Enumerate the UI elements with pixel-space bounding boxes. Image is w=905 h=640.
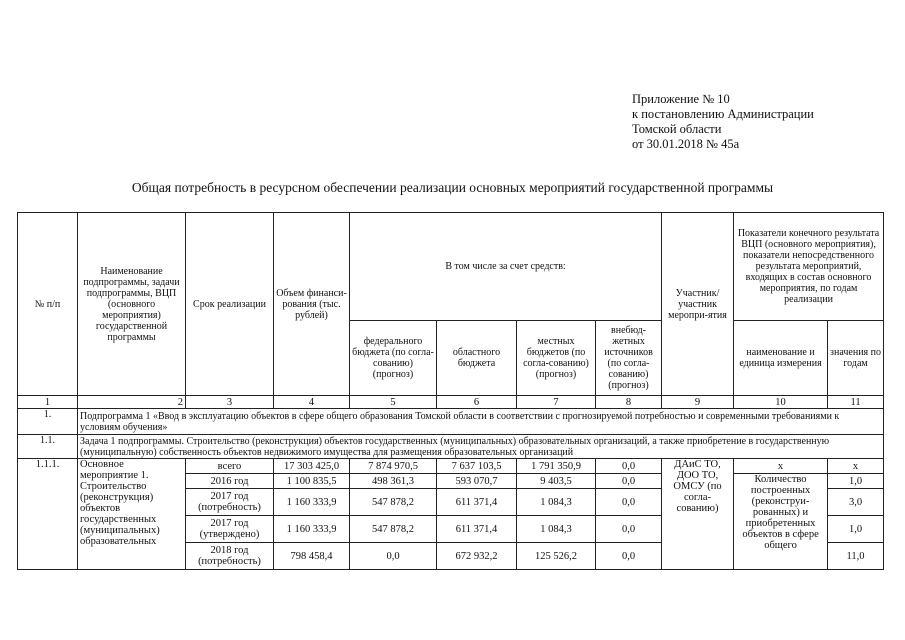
- col-num-6: 6: [437, 396, 517, 409]
- ind-value-cell: 1,0: [828, 474, 884, 489]
- regional-cell: 672 932,2: [437, 543, 517, 570]
- measure-participant: ДАиС ТО, ДОО ТО, ОМСУ (по согла-сованию): [662, 459, 734, 570]
- subprogram-row: [18, 409, 884, 435]
- header-incl: В том числе за счет средств:: [350, 213, 662, 321]
- federal-cell: 498 361,3: [350, 474, 437, 489]
- period-cell: 2018 год (потребность): [186, 543, 274, 570]
- regional-cell: 593 070,7: [437, 474, 517, 489]
- table-row: [18, 459, 884, 474]
- federal-cell: 0,0: [350, 543, 437, 570]
- appendix-line-3: Томской области: [632, 122, 722, 136]
- regional-cell: 611 371,4: [437, 516, 517, 543]
- header-indicators: Показатели конечного результата ВЦП (основного мероприятия), показатели непосредственного результата мероприятий, входящих в состав основного мероприятия, по годам реализации: [734, 213, 884, 321]
- subprogram-text: Подпрограмма 1 «Ввод в эксплуатацию объектов в сфере общего образования Томской области в соответствии с прогнозируемой потребностью и современными требованиями к условиям обучения»: [78, 409, 884, 435]
- col-num-8: 8: [596, 396, 662, 409]
- appendix-line-4: от 30.01.2018 № 45а: [632, 137, 740, 151]
- col-num-2: 2: [78, 396, 186, 409]
- header-ind-values: значения по годам: [828, 321, 884, 396]
- header-federal: федерального бюджета (по согла-сованию) (прогноз): [350, 321, 437, 396]
- federal-cell: 547 878,2: [350, 489, 437, 516]
- header-local: местных бюджетов (по согла-сованию) (прогноз): [517, 321, 596, 396]
- federal-cell: 7 874 970,5: [350, 459, 437, 474]
- volume-cell: 1 160 333,9: [274, 489, 350, 516]
- appendix-line-2: к постановлению Администрации: [632, 107, 814, 121]
- task-num: 1.1.: [18, 435, 78, 459]
- header-regional: областного бюджета: [437, 321, 517, 396]
- extra-cell: 0,0: [596, 516, 662, 543]
- ind-value-cell: х: [828, 459, 884, 474]
- local-cell: 1 791 350,9: [517, 459, 596, 474]
- header-period: Срок реализации: [186, 213, 274, 396]
- header-participant: Участник/ участник меропри-ятия: [662, 213, 734, 396]
- col-num-7: 7: [517, 396, 596, 409]
- appendix-block: [632, 92, 814, 152]
- col-num-4: 4: [274, 396, 350, 409]
- header-num: № п/п: [18, 213, 78, 396]
- measure-name: Основное мероприятие 1. Строительство (реконструкция) объектов государственных (муниципальных) образовательных: [78, 459, 186, 570]
- period-cell: 2017 год (потребность): [186, 489, 274, 516]
- local-cell: 125 526,2: [517, 543, 596, 570]
- col-num-5: 5: [350, 396, 437, 409]
- col-num-11: 11: [828, 396, 884, 409]
- column-numbers-row: [18, 396, 884, 409]
- resource-table: [17, 212, 884, 570]
- regional-cell: 611 371,4: [437, 489, 517, 516]
- col-num-9: 9: [662, 396, 734, 409]
- subprogram-num: 1.: [18, 409, 78, 435]
- task-text: Задача 1 подпрограммы. Строительство (реконструкция) объектов государственных (муниципальных) образовательных организаций, а также приобретение в государственную (муниципальную) собственность объектов недвижимого имущества для размещения образовательных организаций: [78, 435, 884, 459]
- extra-cell: 0,0: [596, 474, 662, 489]
- header-extra: внебюд-жетных источников (по согла-сованию) (прогноз): [596, 321, 662, 396]
- ind-name-cell: х: [734, 459, 828, 474]
- header-volume: Объем финанси-рования (тыс. рублей): [274, 213, 350, 396]
- col-num-1: 1: [18, 396, 78, 409]
- ind-value-cell: 3,0: [828, 489, 884, 516]
- col-num-3: 3: [186, 396, 274, 409]
- federal-cell: 547 878,2: [350, 516, 437, 543]
- volume-cell: 798 458,4: [274, 543, 350, 570]
- local-cell: 1 084,3: [517, 516, 596, 543]
- ind-value-cell: 1,0: [828, 516, 884, 543]
- period-cell: 2016 год: [186, 474, 274, 489]
- col-num-10: 10: [734, 396, 828, 409]
- header-ind-name: наименование и единица измерения: [734, 321, 828, 396]
- appendix-line-1: Приложение № 10: [632, 92, 730, 106]
- period-cell: всего: [186, 459, 274, 474]
- period-cell: 2017 год (утверждено): [186, 516, 274, 543]
- local-cell: 9 403,5: [517, 474, 596, 489]
- extra-cell: 0,0: [596, 543, 662, 570]
- extra-cell: 0,0: [596, 489, 662, 516]
- measure-indicator-name: Количество построенных (реконструи-рованных) и приобретенных объектов в сфере общего: [734, 474, 828, 570]
- regional-cell: 7 637 103,5: [437, 459, 517, 474]
- local-cell: 1 084,3: [517, 489, 596, 516]
- volume-cell: 17 303 425,0: [274, 459, 350, 474]
- volume-cell: 1 160 333,9: [274, 516, 350, 543]
- measure-num: 1.1.1.: [18, 459, 78, 570]
- task-row: [18, 435, 884, 459]
- header-name: Наименование подпрограммы, задачи подпрограммы, ВЦП (основного мероприятия) государственной программы: [78, 213, 186, 396]
- volume-cell: 1 100 835,5: [274, 474, 350, 489]
- ind-value-cell: 11,0: [828, 543, 884, 570]
- extra-cell: 0,0: [596, 459, 662, 474]
- document-title: Общая потребность в ресурсном обеспечении реализации основных мероприятий государственной программы: [131, 180, 774, 195]
